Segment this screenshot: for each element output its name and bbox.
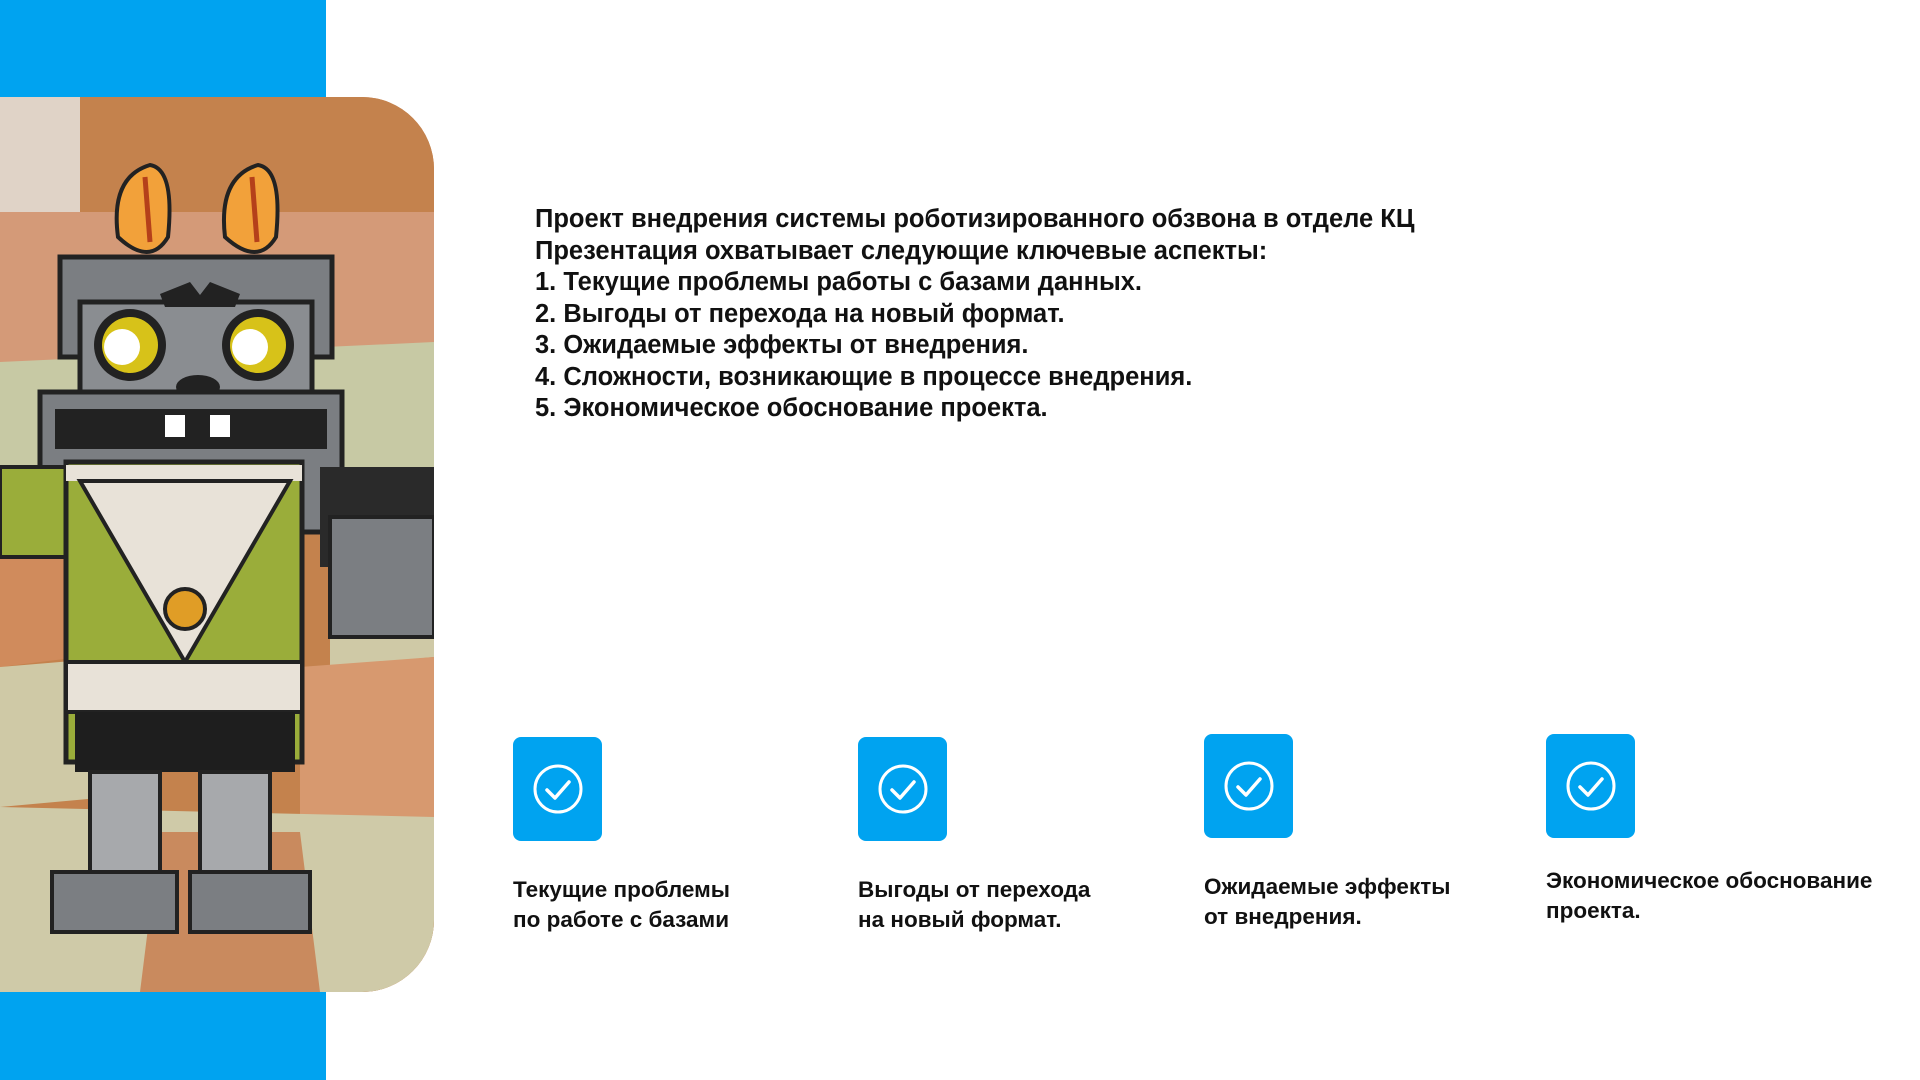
check-circle-icon xyxy=(1204,734,1293,838)
feature-caption: Выгоды от перехода на новый формат. xyxy=(858,877,1091,932)
feature-caption: Ожидаемые эффекты от внедрения. xyxy=(1204,874,1451,929)
feature-card-3 xyxy=(1204,734,1534,932)
feature-card-2 xyxy=(858,737,1188,935)
intro-subtitle: Презентация охватывает следующие ключевые аспекты: xyxy=(535,236,1268,265)
robot-illustration-svg xyxy=(0,97,434,992)
feature-card-1 xyxy=(513,737,843,935)
feature-card-4 xyxy=(1546,734,1906,926)
intro-title: Проект внедрения системы роботизированного обзвона в отделе КЦ xyxy=(535,205,1415,233)
intro-point-1: 1. Текущие проблемы работы с базами данных. xyxy=(535,268,1143,296)
intro-point-2: 2. Выгоды от перехода на новый формат. xyxy=(535,299,1065,328)
feature-caption: Экономическое обоснование проекта. xyxy=(1546,868,1873,923)
robot-illustration xyxy=(0,97,434,992)
check-circle-icon xyxy=(1546,734,1635,838)
check-circle-icon xyxy=(513,737,602,841)
check-circle-icon xyxy=(858,737,947,841)
intro-point-3: 3. Ожидаемые эффекты от внедрения. xyxy=(535,331,1029,359)
intro-point-5: 5. Экономическое обоснование проекта. xyxy=(535,394,1048,422)
feature-caption: Текущие проблемы по работе с базами xyxy=(513,877,730,932)
intro-text xyxy=(535,204,1535,425)
intro-point-4: 4. Сложности, возникающие в процессе внедрения. xyxy=(535,362,1193,391)
